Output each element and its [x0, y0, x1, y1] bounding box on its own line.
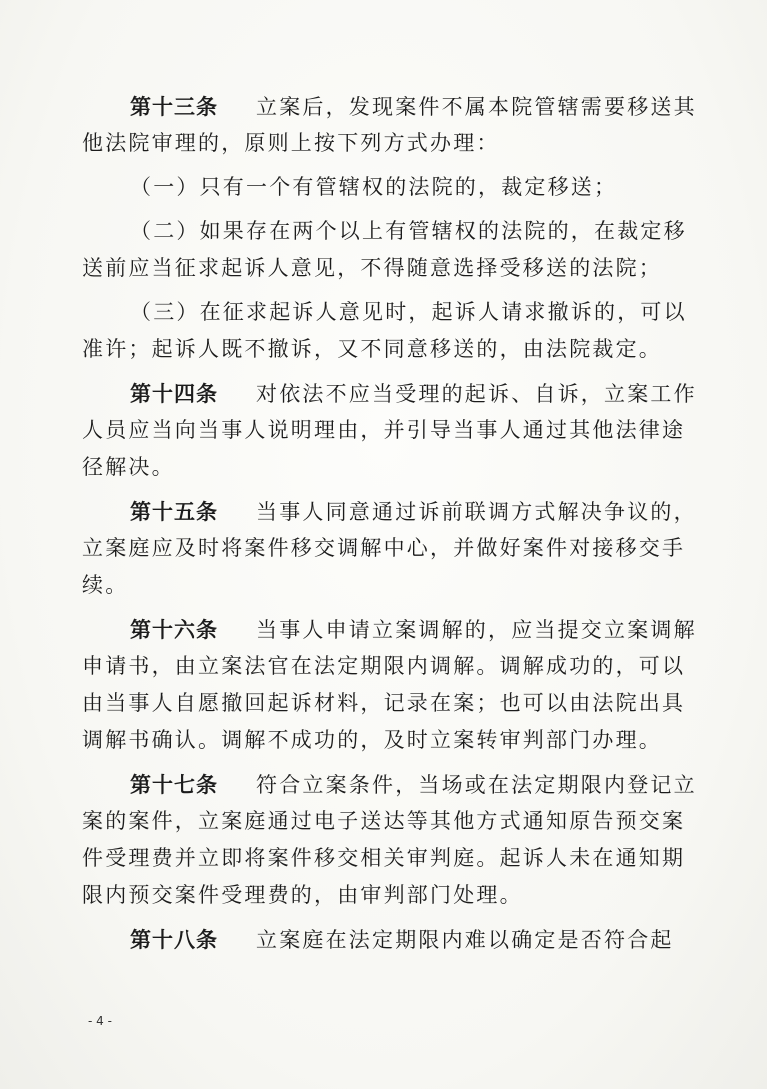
paragraph-line: [82, 530, 686, 567]
paragraph-line: [82, 412, 686, 449]
paragraph-line: [82, 803, 686, 840]
article-paragraph: [82, 294, 687, 368]
line-text: 件受理费并立即将案件移交相关审判庭。起诉人未在通知期: [82, 846, 686, 870]
paragraph-line: [82, 493, 697, 530]
paragraph-line: [82, 722, 662, 759]
line-text: 调解书确认。调解不成功的，及时立案转审判部门办理。: [82, 728, 662, 752]
line-text: 径解决。: [82, 455, 175, 479]
paragraph-line: [82, 567, 642, 604]
article-paragraph: [82, 766, 697, 914]
article-heading: 第十三条: [130, 94, 218, 119]
paragraph-line: [82, 766, 697, 803]
line-text: 案的案件，立案庭通过电子送达等其他方式通知原告预交案: [82, 809, 686, 833]
line-text: （二）如果存在两个以上有管辖权的法院的，在裁定移: [130, 219, 687, 243]
article-heading: 第十五条: [130, 499, 218, 524]
article-paragraph: [82, 169, 642, 206]
line-text: 限内预交案件受理费的，由审判部门处理。: [82, 883, 523, 907]
article-heading: 第十八条: [130, 927, 218, 952]
line-text: 当事人同意通过诉前联调方式解决争议的，: [256, 500, 697, 524]
paragraph-line: [82, 685, 686, 722]
paragraph-line: [82, 88, 697, 125]
line-text: 申请书，由立案法官在法定期限内调解。调解成功的，可以: [82, 654, 686, 678]
paragraph-line: [82, 449, 642, 486]
line-text: 立案后，发现案件不属本院管辖需要移送其: [256, 95, 697, 119]
article-paragraph: [82, 213, 687, 287]
paragraph-line: [82, 331, 662, 368]
paragraph-line: [82, 294, 687, 331]
paragraph-line: [82, 648, 686, 685]
line-text: 续。: [82, 573, 129, 597]
paragraph-line: [82, 250, 662, 287]
line-text: 人员应当向当事人说明理由，并引导当事人通过其他法律途: [82, 418, 686, 442]
line-text: 准许；起诉人既不撤诉，又不同意移送的，由法院裁定。: [82, 337, 662, 361]
line-text: （三）在征求起诉人意见时，起诉人请求撤诉的，可以: [130, 300, 687, 324]
article-heading: 第十六条: [130, 617, 218, 642]
paragraph-line: [82, 877, 642, 914]
line-text: 他法院审理的，原则上按下列方式办理：: [82, 131, 500, 155]
line-text: 立案庭应及时将案件移交调解中心，并做好案件对接移交手: [82, 536, 686, 560]
paragraph-line: [82, 375, 697, 412]
line-text: 送前应当征求起诉人意见，不得随意选择受移送的法院；: [82, 256, 662, 280]
article-heading: 第十七条: [130, 772, 218, 797]
article-paragraph: [82, 611, 697, 759]
page-number: - 4 -: [88, 1014, 112, 1028]
line-text: 当事人申请立案调解的，应当提交立案调解: [256, 618, 697, 642]
line-text: 对依法不应当受理的起诉、自诉，立案工作: [256, 382, 697, 406]
article-paragraph: [82, 88, 697, 162]
paragraph-line: [82, 125, 642, 162]
paragraph-line: [82, 840, 686, 877]
line-text: 立案庭在法定期限内难以确定是否符合起: [256, 928, 674, 952]
document-body: [82, 88, 697, 965]
article-paragraph: [82, 375, 697, 486]
paragraph-line: [82, 169, 642, 206]
line-text: 由当事人自愿撤回起诉材料，记录在案；也可以由法院出具: [82, 691, 686, 715]
paragraph-line: [82, 921, 674, 958]
line-text: 符合立案条件，当场或在法定期限内登记立: [256, 773, 697, 797]
paragraph-line: [82, 213, 687, 250]
article-paragraph: [82, 921, 674, 958]
article-heading: 第十四条: [130, 381, 218, 406]
article-paragraph: [82, 493, 697, 604]
line-text: （一）只有一个有管辖权的法院的，裁定移送；: [130, 175, 618, 199]
paragraph-line: [82, 611, 697, 648]
